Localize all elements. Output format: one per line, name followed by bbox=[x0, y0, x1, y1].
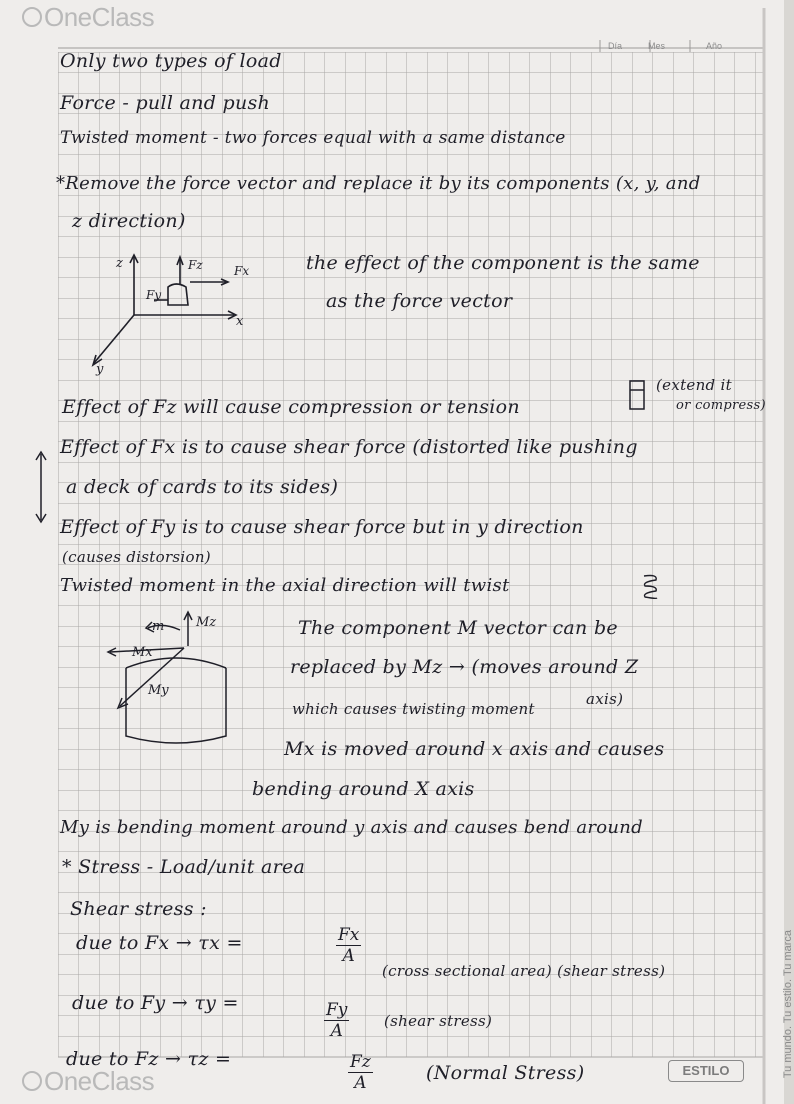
moment-mz-label: Mz bbox=[196, 615, 217, 630]
note-line: a deck of cards to its sides) bbox=[66, 476, 339, 498]
note-line: The component M vector can be bbox=[298, 617, 618, 639]
note-line: axis) bbox=[586, 690, 624, 708]
bracket-arrow bbox=[30, 448, 52, 526]
note-line: due to Fx → τx = bbox=[76, 932, 243, 954]
fx-label: Fx bbox=[234, 264, 250, 278]
note-line: (causes distorsion) bbox=[62, 548, 211, 566]
note-line: z direction) bbox=[72, 210, 186, 232]
fraction-fx-over-a: $\frac{Fx}{A}$ bbox=[338, 925, 360, 966]
note-line: which causes twisting moment bbox=[292, 700, 535, 718]
moment-my-label: My bbox=[148, 683, 169, 698]
fz-label: Fz bbox=[188, 258, 203, 272]
header-dia: Día bbox=[608, 41, 623, 51]
note-line: Force - pull and push bbox=[60, 92, 271, 114]
note-line: due to Fz → τz = bbox=[66, 1048, 232, 1070]
note-line: as the force vector bbox=[326, 290, 513, 312]
note-line: Effect of Fx is to cause shear force (distorted like pushing bbox=[60, 436, 638, 458]
note-line: Twisted moment - two forces equal with a same distance bbox=[60, 128, 566, 148]
note-line: Mx is moved around x axis and causes bbox=[284, 738, 665, 760]
note-line: (Normal Stress) bbox=[426, 1062, 585, 1084]
oneclass-watermark-top: OneClass bbox=[22, 2, 154, 33]
note-line: Only two types of load bbox=[60, 50, 282, 72]
axis-x-label: x bbox=[236, 314, 244, 329]
estilo-badge: ESTILO bbox=[668, 1060, 744, 1082]
note-line: replaced by Mz → (moves around Z bbox=[290, 656, 639, 678]
note-line: * Stress - Load/unit area bbox=[62, 856, 306, 878]
note-line: Effect of Fz will cause compression or tension bbox=[62, 396, 520, 418]
note-line: Effect of Fy is to cause shear force but in y direction bbox=[60, 516, 584, 538]
note-line: (cross sectional area) (shear stress) bbox=[382, 962, 666, 980]
moment-mx-label: Mx bbox=[132, 645, 153, 660]
brand-side-text: Tu mundo. Tu estilo. Tu marca bbox=[782, 930, 794, 1079]
axis-y-label: y bbox=[96, 362, 104, 377]
axis-z-label: z bbox=[116, 256, 123, 271]
note-line: My is bending moment around y axis and causes bend around bbox=[60, 817, 644, 838]
force-components-diagram bbox=[84, 245, 264, 375]
moment-components-diagram bbox=[96, 608, 246, 748]
note-line: or compress) bbox=[676, 398, 766, 413]
note-line: (extend it bbox=[656, 376, 732, 394]
header-ano: Año bbox=[706, 41, 723, 51]
note-line: Twisted moment in the axial direction will twist bbox=[60, 575, 510, 596]
spring-icon bbox=[640, 572, 662, 602]
fraction-fy-over-a: $\frac{Fy}{A}$ bbox=[326, 1000, 348, 1041]
note-line: Shear stress : bbox=[70, 898, 207, 920]
note-line: *Remove the force vector and replace it by its components (x, y, and bbox=[56, 173, 701, 194]
note-line: due to Fy → τy = bbox=[72, 992, 239, 1014]
cylinder-icon bbox=[626, 378, 648, 412]
note-line: (shear stress) bbox=[384, 1012, 493, 1030]
note-line: the effect of the component is the same bbox=[306, 252, 700, 274]
oneclass-watermark-bottom: OneClass bbox=[22, 1066, 154, 1097]
header-mes: Mes bbox=[648, 41, 666, 51]
note-line: bending around X axis bbox=[252, 778, 475, 800]
moment-m-label: m bbox=[152, 619, 165, 634]
fraction-fz-over-a: $\frac{Fz}{A}$ bbox=[350, 1052, 371, 1093]
fy-label: Fy bbox=[146, 288, 162, 302]
